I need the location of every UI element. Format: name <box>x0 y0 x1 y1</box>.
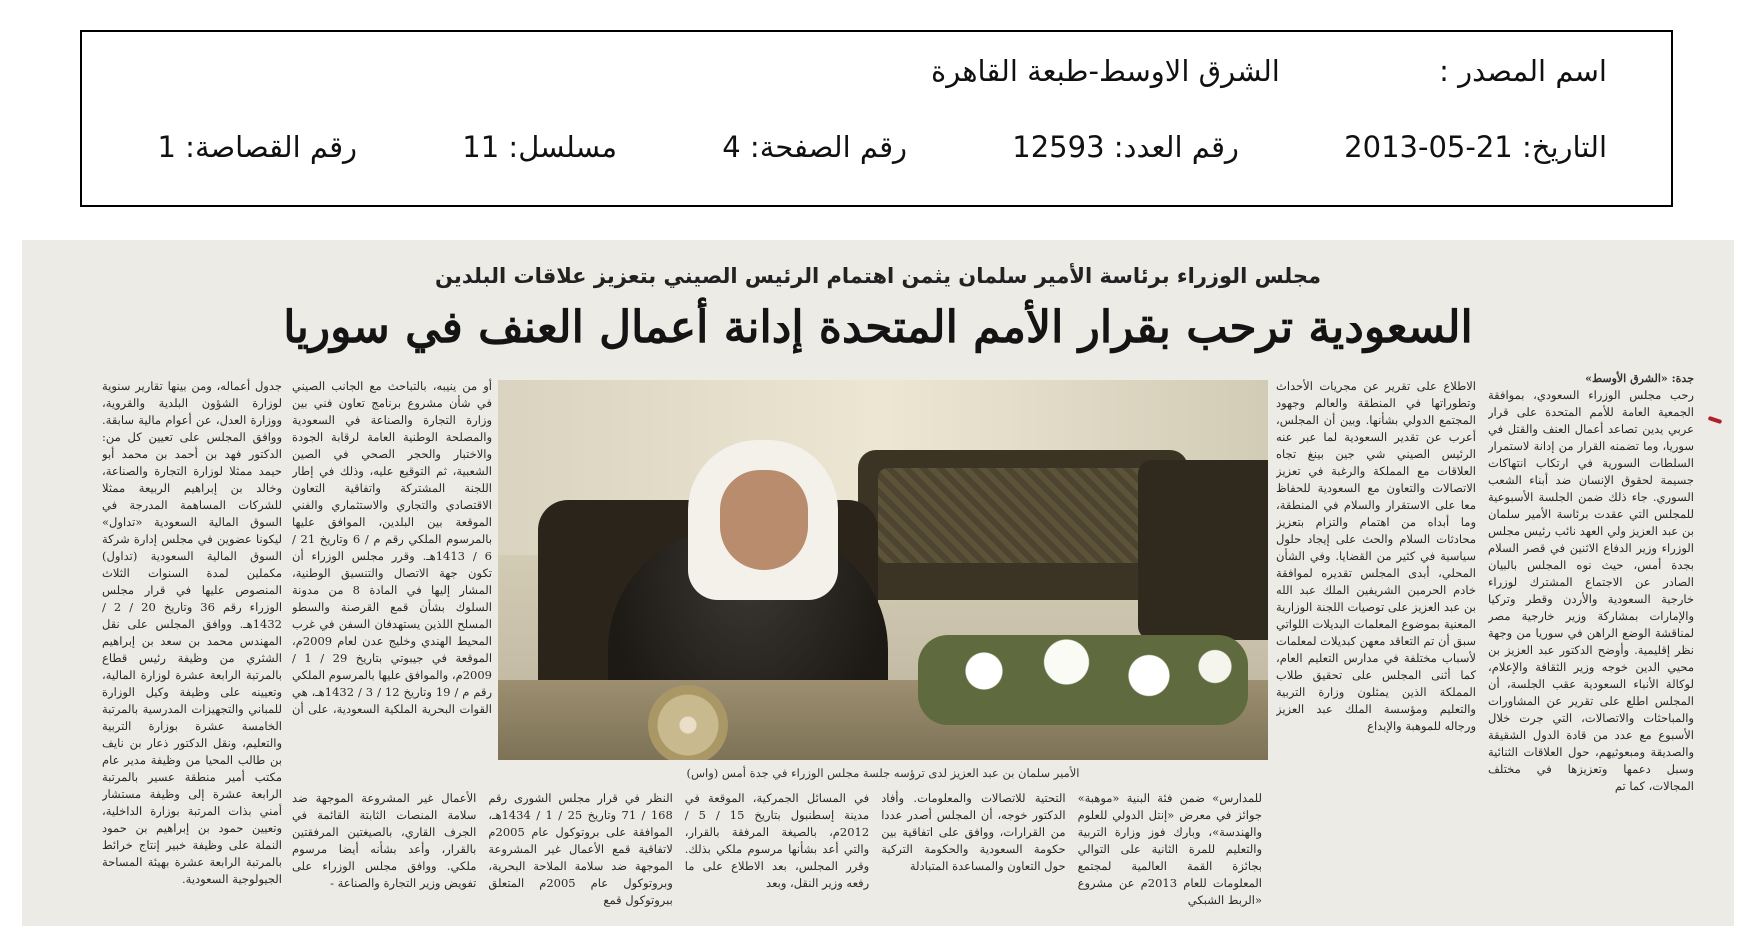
red-pen-mark <box>1708 416 1723 424</box>
bottom-column: للمدارس» ضمن فئة البنية «موهبة» جوائز في معرض «إنتل الدولي للعلوم والهندسة»، وبارك فوز وزارة التربية والتعليم للمرة الثانية على التوالي بجائزة القمة العالمية لمجتمع المعلومات للعام 2013م عن مشروع «الربط الشبكي <box>1077 791 1262 907</box>
bottom-column: في المسائل الجمركية، الموقعة في مدينة إسطنبول بتاريخ 15 / 5 / 2012م، بالصيغة المرفقة بالقرار، والتي أعد بشأنها مرسوم ملكي بذلك. وقرر المجلس، بعد الاطلاع على ما رفعه وزير النقل، وبعد <box>684 791 870 890</box>
source-label: اسم المصدر : <box>1439 54 1607 88</box>
photo-caption: الأمير سلمان بن عبد العزيز لدى ترؤسه جلسة مجلس الوزراء في جدة أمس (واس) <box>686 766 1080 780</box>
article-column-3 <box>292 378 492 718</box>
article-headline: السعودية ترحب بقرار الأمم المتحدة إدانة أعمال العنف في سوريا <box>283 302 1473 353</box>
column-text: جدول أعماله، ومن بينها تقارير سنوية لوزارة الشؤون البلدية والقروية، ووزارة العدل، عن أعوام مالية سابقة. ووافق المجلس على تعيين كل من: الدكتور فهد بن أحمد بن محمد أبو حيمد ممثلا لوزارة التجارة والصناعة، وخالد بن إبراهيم الربيعة ممثلا للشركات المساهمة المدرجة في السوق المالية السعودية «تداول» ليكونا عضوين في مجلس إدارة شركة السوق المالية السعودية (تداول) مكملين لمدة السنوات الثلاث المنصوص عليها في قرار مجلس الوزراء رقم 36 وتاريخ 20 / 2 / 1432هـ. ووافق المجلس على نقل المهندس محمد بن سعد بن إبراهيم الشثري من وظيفة رئيس قطاع بالمرتبة الرابعة عشرة لوزارة المالية، وتعيينه على وظيفة وكيل الوزارة للمباني والتجهيزات المدرسية بالمرتبة الخامسة عشرة بوزارة التربية والتعليم، ونقل الدكتور ذعار بن نايف بن طالب المحيا من وظيفة مدير عام مكتب أمير منطقة عسير بالمرتبة الرابعة عشرة إلى وظيفة مستشار أمني بذات المرتبة بوزارة الداخلية، وتعيين حمود بن إبراهيم بن حمود النملة على وظيفة خبير إنتاج خرائط بالمرتبة الرابعة عشرة بهيئة المساحة الجيولوجية السعودية. <box>102 379 282 886</box>
newspaper-clipping <box>22 240 1734 926</box>
article-column-1 <box>1488 370 1694 918</box>
meta-clip-number: رقم القصاصة: 1 <box>157 130 358 164</box>
meta-issue-number: رقم العدد: 12593 <box>1012 130 1239 164</box>
source-row <box>931 54 1607 88</box>
article-kicker: مجلس الوزراء برئاسة الأمير سلمان يثمن اهتمام الرئيس الصيني بتعزيز علاقات البلدين <box>435 264 1321 288</box>
source-name: الشرق الاوسط-طبعة القاهرة <box>931 54 1280 88</box>
column-text: أو من ينيبه، بالتباحث مع الجانب الصيني في شأن مشروع برنامج تعاون فني بين وزارة التجارة والصناعة في السعودية والمصلحة الوطنية العامة لرقابة الجودة والاختبار والحجر الصحي في الصين الشعبية، ثم التوقيع عليه، وذلك في إطار اللجنة المشتركة واتفاقية التعاون الاقتصادي والتجاري والاستثماري والفني الموقعة بين البلدين، الموافق عليها بالمرسوم الملكي رقم م / 6 وتاريخ 21 / 6 / 1413هـ. وقرر مجلس الوزراء أن تكون جهة الاتصال والتنسيق الوطنية، المشار إليها في المادة 8 من مدونة السلوك بشأن قمع القرصنة والسطو المسلح اللذين يستهدفان السفن في غرب المحيط الهندي وخليج عدن لعام 2009م، الموقعة في جيبوتي بتاريخ 29 / 1 / 2009م، والموافق عليها بالمرسوم الملكي رقم م / 19 وتاريخ 12 / 3 / 1432هـ، هي القوات البحرية الملكية السعودية، على أن <box>292 379 492 716</box>
article-bottom-columns <box>292 790 1262 918</box>
bottom-column: النظر في قرار مجلس الشورى رقم 168 / 71 وتاريخ 25 / 1 / 1434هـ، الموافقة على بروتوكول عام 2005م لاتفاقية قمع الأعمال غير المشروعة الموجهة ضد سلامة الملاحة البحرية، وبروتوكول عام 2005م المتعلق ببروتوكول قمع <box>488 791 673 907</box>
bottom-column: التحتية للاتصالات والمعلومات. وأفاد الدكتور خوجه، أن المجلس أصدر عددا من القرارات، ووافق على اتفاقية بين حكومة السعودية والحكومة التركية حول التعاون والمساعدة المتبادلة <box>881 791 1066 873</box>
article-column-2 <box>1276 378 1476 918</box>
meta-date: التاريخ: 21-05-2013 <box>1344 130 1607 164</box>
meta-serial: مسلسل: 11 <box>462 130 618 164</box>
article-column-4 <box>102 378 282 918</box>
bottom-column: الأعمال غير المشروعة الموجهة ضد سلامة المنصات الثابتة القائمة في الجرف القاري، بالصيغتين المرفقتين بالقرار، وأعد بشأنه أيضا مرسوم ملكي. ووافق مجلس الوزراء على تفويض وزير التجارة والصناعة - <box>291 791 477 890</box>
meta-row <box>158 130 1607 164</box>
article-photo <box>498 380 1268 760</box>
column-text: الاطلاع على تقرير عن مجريات الأحداث وتطوراتها في المنطقة والعالم وجهود المجتمع الدولي بشأنها. وبين أن المجلس، أعرب عن تقدير السعودية لما عبر عنه الرئيس الصيني شي جين بينغ تجاه العلاقات مع المملكة والرغبة في تعزيز الاتصالات والتعاون مع السعودية للحفاظ معا على الاستقرار والسلام في المنطقة، وما أبداه من اهتمام والتزام بتعزيز محادثات السلام والحث على إيجاد حلول سياسية في كثير من القضايا. وفي الشأن المحلي، أبدى المجلس تقديره لموافقة خادم الحرمين الشريفين الملك عبد الله بن عبد العزيز على توصيات اللجنة الوزارية المعنية بموضوع المعلمات البديلات اللواتي سبق أن تم التعاقد معهن كبديلات لمعلمات لأسباب مختلفة في مدارس التعليم العام، كما أثنى المجلس على تحقيق طلاب المملكة الذين يمثلون وزارة التربية والتعليم ومؤسسة الملك عبد العزيز ورجاله للموهبة والإبداع <box>1276 379 1476 733</box>
source-info-box <box>80 30 1673 207</box>
article-dateline: جدة: «الشرق الأوسط» <box>1585 372 1694 385</box>
meta-page-number: رقم الصفحة: 4 <box>722 130 908 164</box>
column-text: رحب مجلس الوزراء السعودي، بموافقة الجمعية العامة للأمم المتحدة على قرار عربي يدين تصاعد أعمال العنف والقتل في سوريا، وما تضمنه القرار من إدانة لاستمرار السلطات السورية في ارتكاب انتهاكات جسيمة لحقوق الإنسان ضد أبناء الشعب السوري. جاء ذلك ضمن الجلسة الأسبوعية للمجلس التي عقدت برئاسة الأمير سلمان بن عبد العزيز ولي العهد نائب رئيس مجلس الوزراء وزير الدفاع الاثنين في قصر السلام بجدة أمس، حيث نوه المجلس بالبيان الصادر عن الاجتماع المشترك لوزراء خارجية السعودية والأردن وقطر وتركيا والإمارات بمشاركة وزير خارجية مصر لمناقشة الوضع الراهن في سوريا من وجهة نظر إقليمية. وأوضح الدكتور عبد العزيز بن محيي الدين خوجه وزير الثقافة والإعلام، لوكالة الأنباء السعودية عقب الجلسة، أن المجلس اطلع على تقرير عن المشاورات والمباحثات والاتصالات، التي جرت خلال الأسبوع مع عدد من قادة الدول الشقيقة والصديقة ومبعوثيهم، حول العلاقات الثنائية وسبل دعمها وتعزيزها في مختلف المجالات، كما تم <box>1488 388 1694 793</box>
